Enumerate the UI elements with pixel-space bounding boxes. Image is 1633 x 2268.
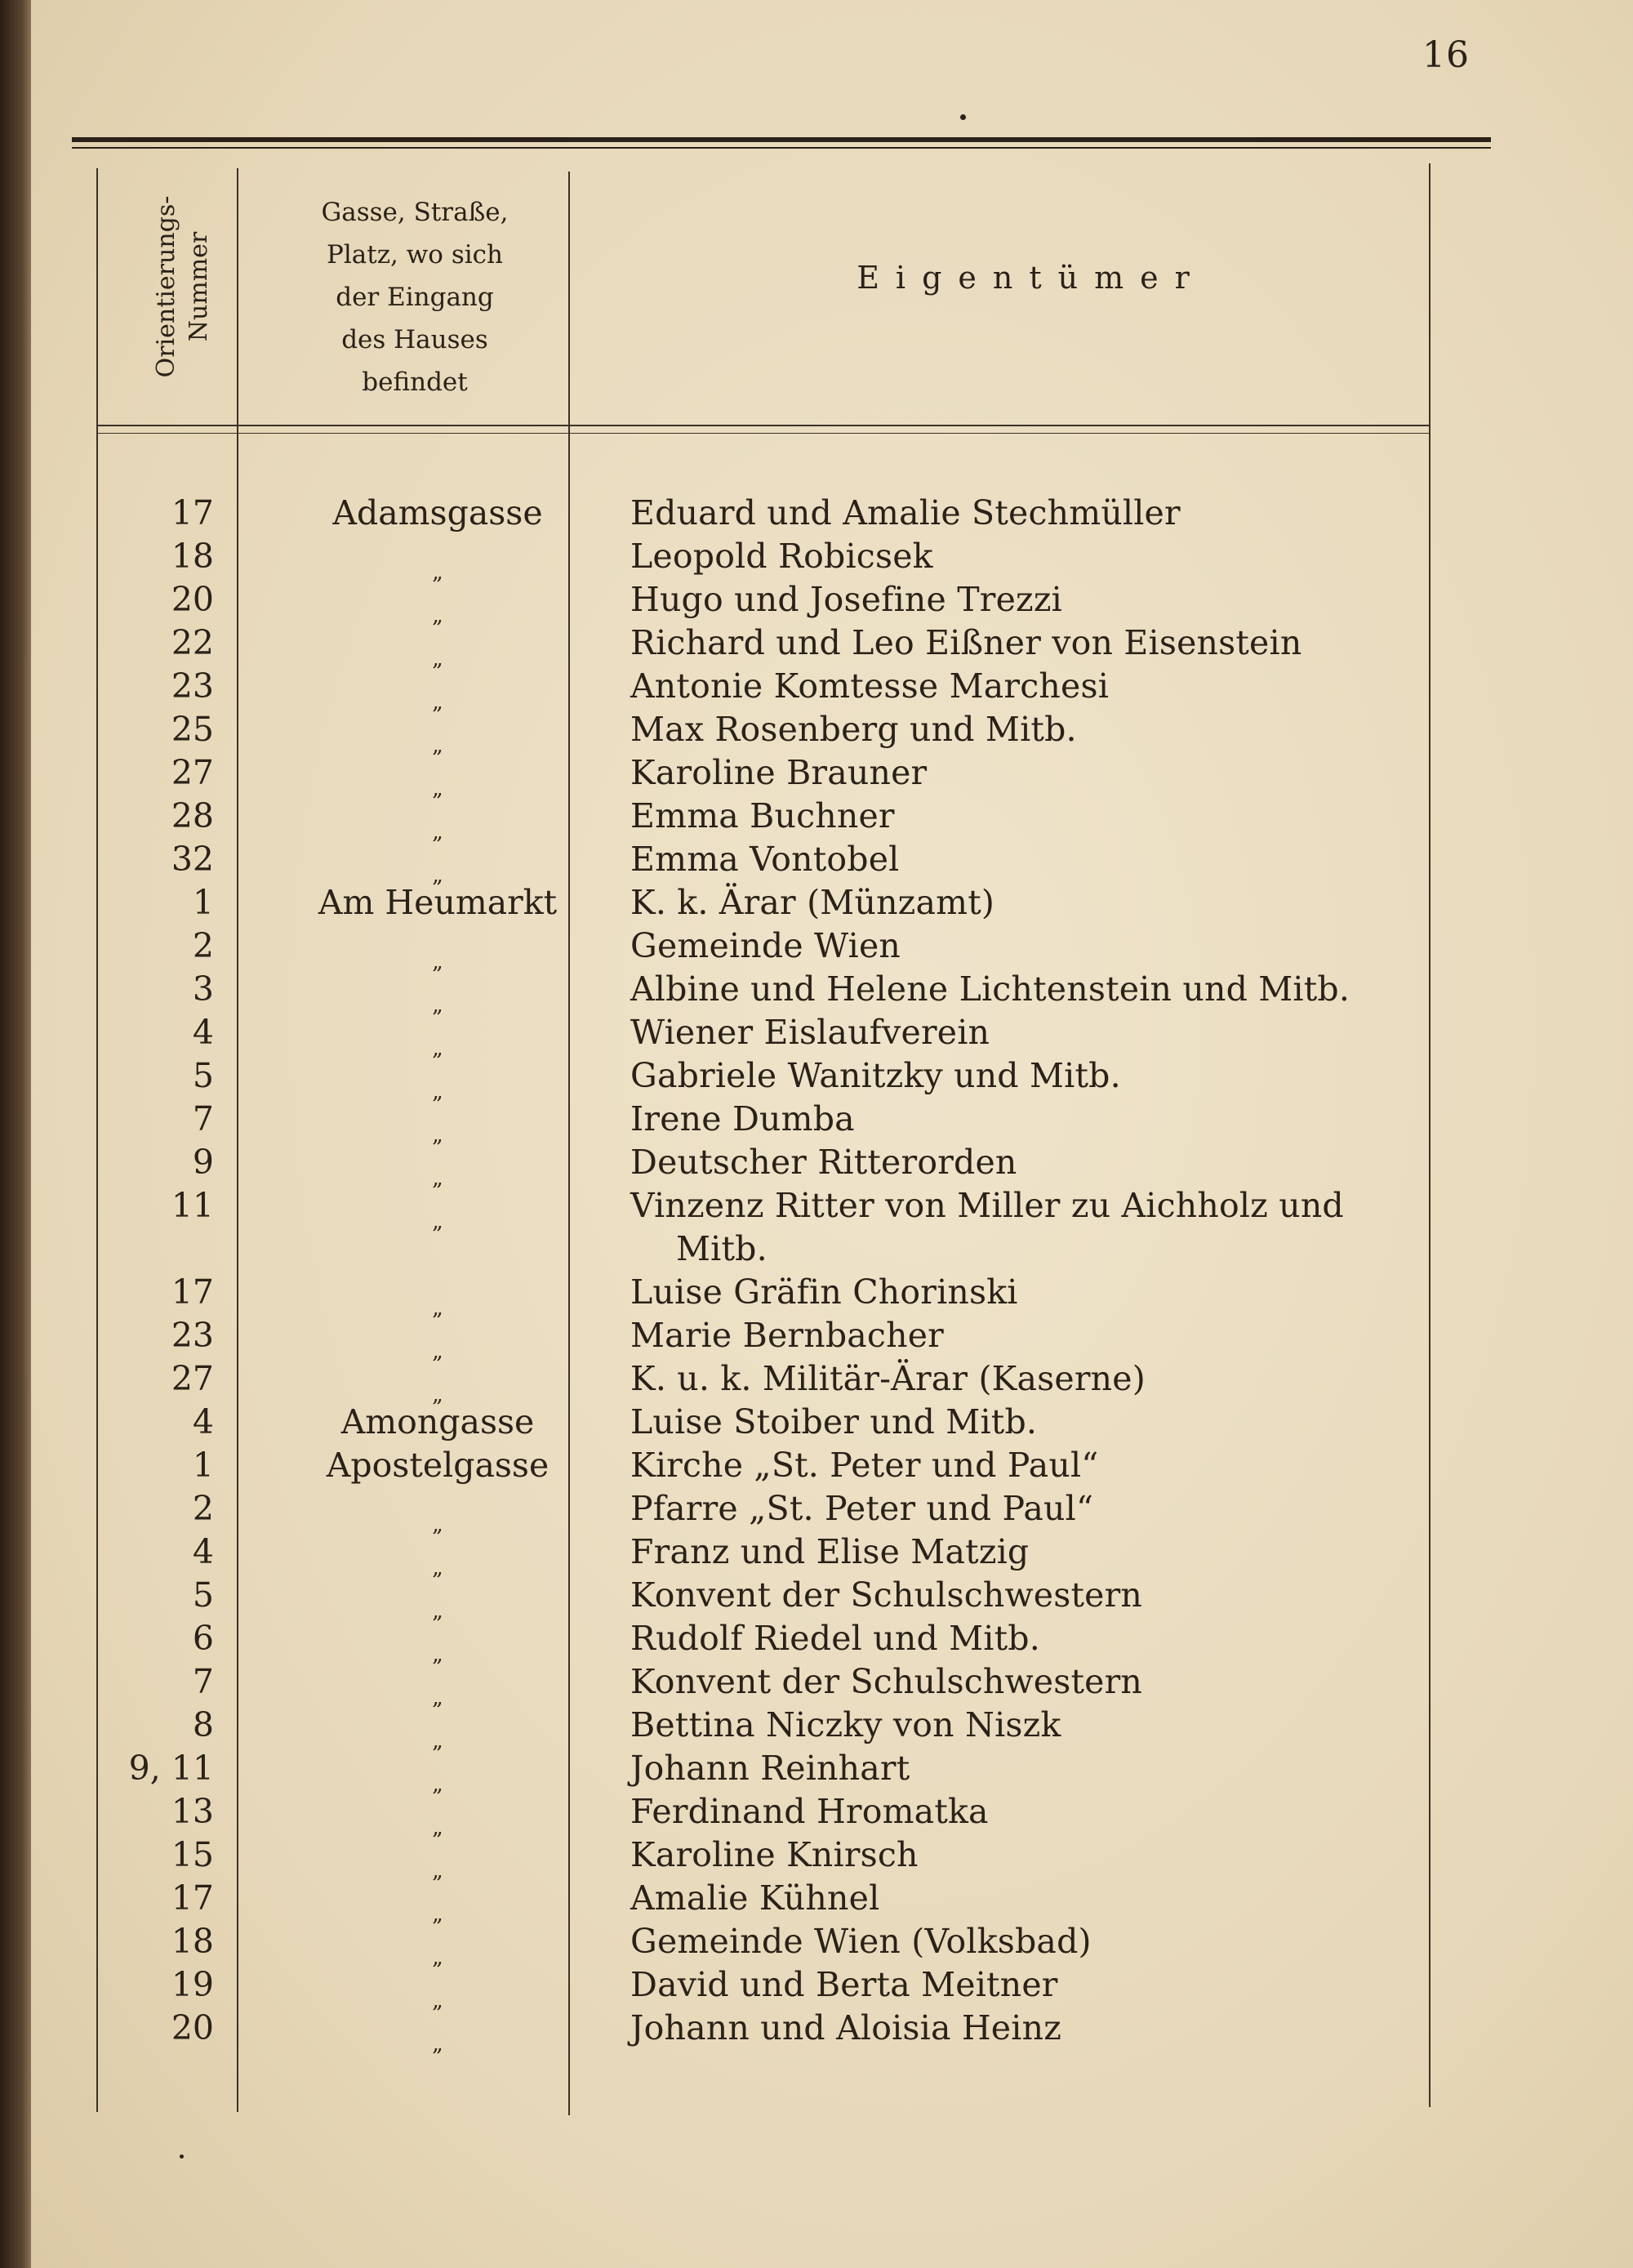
house-number: 18 — [171, 1922, 214, 1961]
house-number: 2 — [192, 1489, 214, 1528]
street-name — [271, 1446, 604, 1485]
ink-speck — [180, 2154, 184, 2159]
house-number: 27 — [171, 1359, 214, 1398]
house-number: 28 — [171, 796, 214, 835]
street-name — [271, 1532, 604, 1580]
ditto-mark: „ — [432, 1556, 443, 1580]
street-name — [271, 1878, 604, 1927]
table-row — [31, 1832, 1633, 1883]
house-number: 15 — [171, 1835, 214, 1874]
house-number: 9 — [192, 1143, 214, 1182]
owner-name: Franz und Elise Matzig — [630, 1532, 1030, 1571]
street-name — [271, 1013, 604, 1061]
owner-name: Karoline Brauner — [630, 753, 928, 792]
ditto-mark: „ — [432, 1945, 443, 1970]
house-number: 13 — [171, 1792, 214, 1831]
street-name — [271, 710, 604, 758]
owner-name: Ferdinand Hromatka — [630, 1792, 989, 1831]
owner-name: Gemeinde Wien — [630, 926, 901, 965]
owner-name: Irene Dumba — [630, 1099, 855, 1138]
table-row — [31, 836, 1633, 888]
table-row — [31, 1096, 1633, 1147]
owner-name: K. k. Ärar (Münzamt) — [630, 883, 995, 922]
street-name — [271, 1316, 604, 1364]
house-number: 4 — [192, 1402, 214, 1441]
ditto-mark: „ — [432, 1989, 443, 2013]
header-rule — [96, 425, 1431, 426]
street-name — [271, 1489, 604, 1537]
owner-name: Leopold Robicsek — [630, 537, 933, 576]
ditto-mark: „ — [432, 560, 443, 585]
house-number: 3 — [192, 969, 214, 1009]
street-name — [271, 926, 604, 974]
owner-name: David und Berta Meitner — [630, 1965, 1058, 2004]
ditto-mark: „ — [432, 820, 443, 844]
ditto-mark: „ — [432, 1599, 443, 1624]
ditto-mark: „ — [432, 1080, 443, 1104]
header-street-line: befindet — [362, 368, 468, 397]
ditto-mark: „ — [432, 1166, 443, 1191]
owner-name: Deutscher Ritterorden — [630, 1143, 1017, 1182]
table-row — [31, 1572, 1633, 1624]
street-name — [271, 1619, 604, 1667]
ditto-mark: „ — [432, 1902, 443, 1927]
owner-name: Kirche „St. Peter und Paul“ — [630, 1446, 1099, 1485]
house-number: 1 — [192, 1446, 214, 1485]
street-label: Am Heumarkt — [318, 883, 558, 922]
ditto-mark: „ — [432, 1642, 443, 1667]
header-owner-column: Eigentümer — [857, 260, 1206, 296]
street-name — [271, 580, 604, 628]
house-number: 6 — [192, 1619, 214, 1658]
table-row — [31, 1875, 1633, 1927]
table-row-continuation — [31, 1226, 1633, 1269]
owner-name: Luise Stoiber und Mitb. — [630, 1402, 1038, 1441]
table-row — [31, 1745, 1633, 1797]
owner-name: Johann Reinhart — [630, 1749, 910, 1788]
top-rule-thin — [72, 147, 1491, 149]
house-number: 32 — [171, 840, 214, 879]
house-number: 17 — [171, 493, 214, 532]
house-number: 25 — [171, 710, 214, 749]
owner-name: Karoline Knirsch — [630, 1835, 919, 1874]
street-name — [271, 1965, 604, 2013]
table-row — [31, 1529, 1633, 1580]
table-row — [31, 1399, 1633, 1442]
street-label: Adamsgasse — [332, 493, 543, 532]
owner-name: Gabriele Wanitzky und Mitb. — [630, 1056, 1121, 1095]
table-row — [31, 490, 1633, 533]
street-name — [271, 1662, 604, 1710]
street-name — [271, 1402, 604, 1441]
house-number: 17 — [171, 1878, 214, 1918]
ditto-mark: „ — [432, 1513, 443, 1537]
house-number: 20 — [171, 2008, 214, 2047]
owner-name: Johann und Aloisia Heinz — [630, 2008, 1061, 2047]
table-row — [31, 1659, 1633, 1710]
owner-name: Hugo und Josefine Trezzi — [630, 580, 1062, 619]
house-number: 5 — [192, 1056, 214, 1095]
street-name — [271, 1575, 604, 1624]
table-row — [31, 1053, 1633, 1104]
house-number: 11 — [171, 1186, 214, 1225]
table-row — [31, 880, 1633, 923]
street-name — [271, 840, 604, 888]
owner-name: Rudolf Riedel und Mitb. — [630, 1619, 1040, 1658]
house-number: 27 — [171, 753, 214, 792]
house-number: 8 — [192, 1705, 214, 1744]
table-row — [31, 706, 1633, 758]
owner-name: Wiener Eislaufverein — [630, 1013, 990, 1052]
house-number: 4 — [192, 1013, 214, 1052]
owner-name: Konvent der Schulschwestern — [630, 1662, 1143, 1701]
street-label: Amongasse — [340, 1402, 535, 1441]
top-rule — [72, 137, 1491, 142]
table-row — [31, 663, 1633, 715]
header-rule-thin — [96, 433, 1431, 434]
table-row — [31, 1615, 1633, 1667]
table-row — [31, 1356, 1633, 1407]
ditto-mark: „ — [432, 1036, 443, 1061]
owner-name: Konvent der Schulschwestern — [630, 1575, 1143, 1615]
house-number: 20 — [171, 580, 214, 619]
page-edge — [0, 0, 31, 2268]
ditto-mark: „ — [432, 1383, 443, 1407]
house-number: 1 — [192, 883, 214, 922]
street-name — [271, 753, 604, 801]
street-name — [271, 1922, 604, 1970]
owner-name: Emma Vontobel — [630, 840, 900, 879]
header-street-line: des Hauses — [341, 325, 488, 354]
header-number-label: Orientierungs- Nummer — [152, 195, 213, 378]
ditto-mark: „ — [432, 1859, 443, 1883]
street-name — [271, 969, 604, 1018]
owner-name: Marie Bernbacher — [630, 1316, 944, 1355]
table-row — [31, 1962, 1633, 2013]
house-number: 23 — [171, 666, 214, 706]
house-number: 7 — [192, 1662, 214, 1701]
header-street-column — [276, 191, 554, 403]
table-row — [31, 793, 1633, 844]
table-row — [31, 1442, 1633, 1486]
house-number: 4 — [192, 1532, 214, 1571]
street-name — [271, 1359, 604, 1407]
table-row — [31, 620, 1633, 671]
ink-speck — [960, 114, 966, 120]
owner-name: Luise Gräfin Chorinski — [630, 1272, 1018, 1312]
house-number: 7 — [192, 1099, 214, 1138]
ditto-mark: „ — [432, 647, 443, 671]
table-row — [31, 577, 1633, 628]
owner-name: Richard und Leo Eißner von Eisenstein — [630, 623, 1302, 662]
table-row — [31, 1009, 1633, 1061]
table-row — [31, 923, 1633, 974]
house-number: 18 — [171, 537, 214, 576]
ditto-mark: „ — [432, 1816, 443, 1840]
header-street-line: der Eingang — [336, 283, 494, 312]
ditto-mark: „ — [432, 1123, 443, 1147]
owner-name: Vinzenz Ritter von Miller zu Aichholz und — [630, 1186, 1344, 1225]
ditto-mark: „ — [432, 1296, 443, 1321]
street-name — [271, 1792, 604, 1840]
house-number: 17 — [171, 1272, 214, 1312]
table-row — [31, 1702, 1633, 1753]
street-name — [271, 796, 604, 844]
street-name — [271, 666, 604, 715]
ditto-mark: „ — [432, 777, 443, 801]
owner-name: Gemeinde Wien (Volksbad) — [630, 1922, 1092, 1961]
document-page — [31, 0, 1633, 2268]
street-label: Apostelgasse — [326, 1446, 550, 1485]
house-number: 5 — [192, 1575, 214, 1615]
owner-name: Amalie Kühnel — [630, 1878, 880, 1918]
ditto-mark: „ — [432, 1729, 443, 1753]
street-name — [271, 1835, 604, 1883]
street-name — [271, 1749, 604, 1797]
table-row — [31, 1312, 1633, 1364]
owner-name: Bettina Niczky von Niszk — [630, 1705, 1061, 1744]
owner-name: Albine und Helene Lichtenstein und Mitb. — [630, 969, 1350, 1009]
table-row — [31, 1183, 1633, 1234]
house-number: 19 — [171, 1965, 214, 2004]
house-number: 23 — [171, 1316, 214, 1355]
table-row — [31, 1269, 1633, 1321]
house-number: 2 — [192, 926, 214, 965]
house-number: 22 — [171, 623, 214, 662]
table-row — [31, 533, 1633, 585]
table-row — [31, 1486, 1633, 1537]
owner-name: Eduard und Amalie Stechmüller — [630, 493, 1181, 532]
house-number: 9, 11 — [128, 1749, 214, 1788]
ditto-mark: „ — [432, 604, 443, 628]
ditto-mark: „ — [432, 993, 443, 1018]
ditto-mark: „ — [432, 2032, 443, 2056]
street-name — [271, 537, 604, 585]
street-name — [271, 1705, 604, 1753]
ditto-mark: „ — [432, 1210, 443, 1234]
header-street-line: Gasse, Straße, — [321, 198, 509, 227]
street-name — [271, 1272, 604, 1321]
owner-name: Max Rosenberg und Mitb. — [630, 710, 1077, 749]
street-name — [271, 1186, 604, 1234]
owner-name: Antonie Komtesse Marchesi — [630, 666, 1110, 706]
street-name — [271, 2008, 604, 2056]
ditto-mark: „ — [432, 1339, 443, 1364]
street-name — [271, 493, 604, 532]
street-name — [271, 1099, 604, 1147]
street-name — [271, 1143, 604, 1191]
owner-name: Emma Buchner — [630, 796, 895, 835]
owner-name: Pfarre „St. Peter und Paul“ — [630, 1489, 1094, 1528]
ditto-mark: „ — [432, 950, 443, 974]
page-number: 16 — [1422, 34, 1470, 76]
header-number-column — [122, 168, 243, 405]
owner-name: K. u. k. Militär-Ärar (Kaserne) — [630, 1359, 1146, 1398]
street-name — [271, 623, 604, 671]
street-name — [271, 1056, 604, 1104]
header-street-line: Platz, wo sich — [327, 240, 503, 270]
table-row — [31, 1918, 1633, 1970]
table-row — [31, 1789, 1633, 1840]
table-row — [31, 2005, 1633, 2056]
table-row — [31, 966, 1633, 1018]
ditto-mark: „ — [432, 690, 443, 715]
ditto-mark: „ — [432, 863, 443, 888]
table-row — [31, 1139, 1633, 1191]
table-row — [31, 750, 1633, 801]
street-name — [271, 883, 604, 922]
owner-name-continuation: Mitb. — [676, 1229, 768, 1268]
ditto-mark: „ — [432, 733, 443, 758]
ditto-mark: „ — [432, 1686, 443, 1710]
ditto-mark: „ — [432, 1772, 443, 1797]
